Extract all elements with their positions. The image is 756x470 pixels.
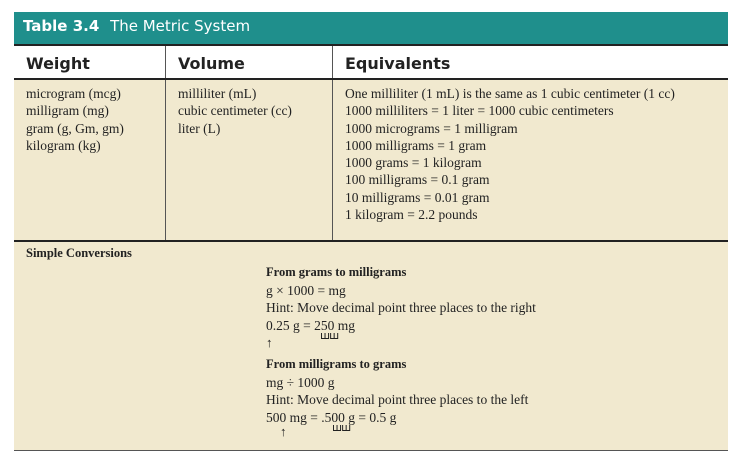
volume-item: cubic centimeter (cc) — [178, 103, 292, 119]
volume-item: liter (L) — [178, 120, 221, 136]
weight-item: milligram (mg) — [26, 103, 109, 119]
grams-to-milligrams-block — [266, 264, 536, 348]
equivalent-item: 1000 grams = 1 kilogram — [345, 155, 482, 171]
volume-cell — [166, 80, 333, 240]
mg-to-g-heading: From milligrams to grams — [266, 357, 407, 371]
weight-cell — [14, 80, 166, 240]
weight-item: microgram (mcg) — [26, 86, 121, 101]
equivalent-item: 1000 milligrams = 1 gram — [345, 137, 487, 153]
table-body-row — [14, 80, 728, 242]
up-arrow-icon: ↑ — [280, 424, 287, 439]
decimal-move-squiggle-icon: ꟺꟺ — [332, 422, 351, 434]
equivalent-item: One milliliter (1 mL) is the same as 1 cubic centimeter (1 cc) — [345, 86, 675, 101]
mg-to-g-hint: Hint: Move decimal point three places to the left — [266, 392, 529, 407]
milligrams-to-grams-block — [266, 356, 528, 440]
metric-system-table — [14, 12, 728, 451]
header-weight: Weight — [14, 46, 166, 78]
equivalent-item: 1000 micrograms = 1 milligram — [345, 120, 518, 136]
decimal-move-squiggle-icon: ꟺꟺ — [320, 330, 339, 342]
table-number: Table 3.4 — [23, 17, 100, 35]
up-arrow-icon: ↑ — [266, 335, 273, 350]
header-equivalents: Equivalents — [345, 54, 451, 73]
volume-item: milliliter (mL) — [178, 86, 257, 101]
g-to-mg-markers — [266, 330, 536, 350]
mg-to-g-example: 500 mg = .500 g = 0.5 g — [266, 409, 397, 425]
g-to-mg-heading: From grams to milligrams — [266, 265, 407, 279]
g-to-mg-example: 0.25 g = 250 mg — [266, 317, 355, 333]
equivalent-item: 100 milligrams = 0.1 gram — [345, 172, 490, 188]
mg-to-g-formula: mg ÷ 1000 g — [266, 374, 335, 390]
equivalent-item: 1000 milliliters = 1 liter = 1000 cubic centimeters — [345, 103, 614, 119]
header-volume: Volume — [166, 46, 333, 78]
equivalent-item: 10 milligrams = 0.01 gram — [345, 189, 490, 205]
weight-item: gram (g, Gm, gm) — [26, 120, 124, 136]
equivalents-cell — [333, 80, 728, 240]
table-title: The Metric System — [110, 17, 251, 35]
g-to-mg-hint: Hint: Move decimal point three places to the right — [266, 300, 536, 315]
table-title-bar — [14, 12, 728, 44]
mg-to-g-markers — [266, 422, 528, 440]
table-header-row — [14, 44, 728, 80]
weight-item: kilogram (kg) — [26, 137, 101, 153]
equivalent-item: 1 kilogram = 2.2 pounds — [345, 207, 478, 223]
simple-conversions-section — [14, 242, 728, 451]
g-to-mg-formula: g × 1000 = mg — [266, 282, 346, 298]
simple-conversions-title: Simple Conversions — [26, 246, 132, 260]
